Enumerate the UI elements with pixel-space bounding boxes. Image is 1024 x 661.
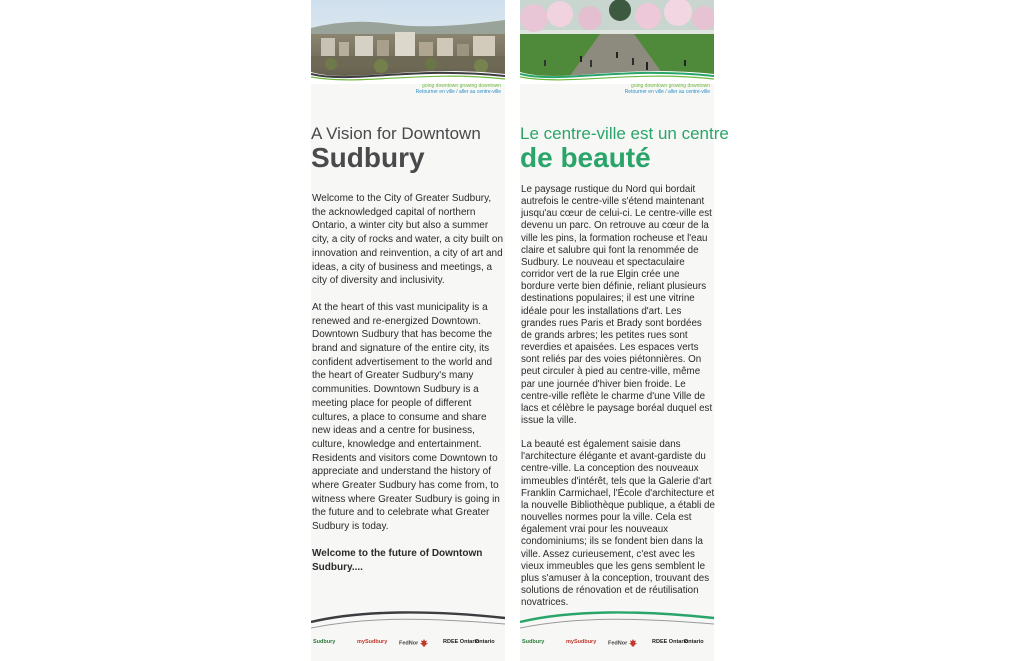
logo-sudbury: Sudbury [522,639,545,645]
paragraph: Le paysage rustique du Nord qui bordait autrefois le centre-ville s'étend maintenant jusqu'au cœur de celui-ci. Le centre-ville est devenu un parc. On retrouve au cœur de la ville les pins, la formation rocheuse et l'eau claire et salubre qui font la renommée de Sudbury. Le nouveau et spectaculaire corridor vert de la rue Elgin crée une bordure verte bien définie, reliant plusieurs destinations populaires; il est une vitrine idéale pour les installations d'art. Les grandes rues Paris et Brady sont bordées de grands arbres; les petites rues sont reverdies et apaisées. Les espaces verts sont reliés par des voies piétonnières. On peut circuler à pied au centre-ville, même par une journée d'hiver bien froide. Le centre-ville reflète le charme d'une Ville de lacs et célèbre le paysage boréal duquel est issue la ville. [521,184,713,426]
slogan-line-1: going downtown growing downtown [422,83,501,89]
paragraph: Welcome to the City of Greater Sudbury, the acknowledged capital of northern Ontario, a winter city but also a summer city, a city of rocks and water, a city built on innovation and reinvention, a city of art and ideas, a city of business and meetings, a city of diversity and inclusivity. [312,193,504,287]
closing-statement: Welcome to the future of Downtown Sudbury.... [312,547,483,573]
english-panel [311,0,505,661]
maple-leaf-icon [629,639,637,647]
paragraph: At the heart of this vast municipality is a renewed and re-energized Downtown. Downtown Sudbury that has become the brand and signature of the entire city, its confident advertisement to the world and the heart of Greater Sudbury's many communities. Downtown Sudbury is a meeting place for people of different cultures, a place to consume and share new ideas and a centre for business, culture, knowledge and entertainment. Residents and visitors come Downtown to appreciate and understand the history of where Greater Sudbury has come from, to witness where Greater Sudbury is going in the future and to celebrate what Greater Sudbury is today. [312,301,500,533]
decorative-wave [520,606,714,632]
campaign-slogan [625,83,710,95]
title-big: de beauté [520,142,651,173]
partner-logos [311,634,505,654]
logo-sudbury: Sudbury [313,639,336,645]
logo-ontario: Ontario [475,639,495,645]
park-cherry-blossom-photo [520,0,714,84]
paragraph: La beauté est également saisie dans l'architecture élégante et avant-gardiste du centre-ville. La conception des nouveaux immeubles d'intérêt, tels que la Galerie d'art Franklin Carmichael, l'École d'architecture et la nouvelle Bibliothèque publique, a établi de nouvelles normes pour la ville. Cela est également vrai pour les nouveaux condominiums; ils se fondent bien dans la ville. Assez curieusement, c'est avec les vieux immeubles que les gens semblent le plus s'amuser à la conception, trouvant des solutions de rénovation et de réutilisation novatrices. [521,439,715,609]
logo-rdee: RDEE Ontario [652,639,689,645]
body-text [521,184,715,621]
logo-fednor-text: FedNor [608,640,628,647]
slogan-line-2: Retourner en ville / aller au centre-ville [624,89,710,95]
logo-ontario: Ontario [684,639,704,645]
decorative-wave [311,606,505,632]
logo-mysudbury: mySudbury [566,639,597,645]
city-skyline-photo [311,0,505,84]
title-big: Sudbury [311,142,425,173]
campaign-slogan [416,83,501,95]
logo-rdee: RDEE Ontario [443,639,480,645]
maple-leaf-icon [420,639,428,647]
body-text [312,192,506,587]
logo-fednor-text: FedNor [399,640,419,647]
title-small: A Vision for Downtown [311,124,481,143]
partner-logos [520,634,714,654]
slogan-line-2: Retourner en ville / aller au centre-ville [415,89,501,95]
french-panel [520,0,729,661]
slogan-line-1: going downtown growing downtown [631,83,710,89]
title-small: Le centre-ville est un centre [520,124,729,143]
logo-fednor [399,639,428,647]
logo-mysudbury: mySudbury [357,639,388,645]
logo-fednor [608,639,637,647]
